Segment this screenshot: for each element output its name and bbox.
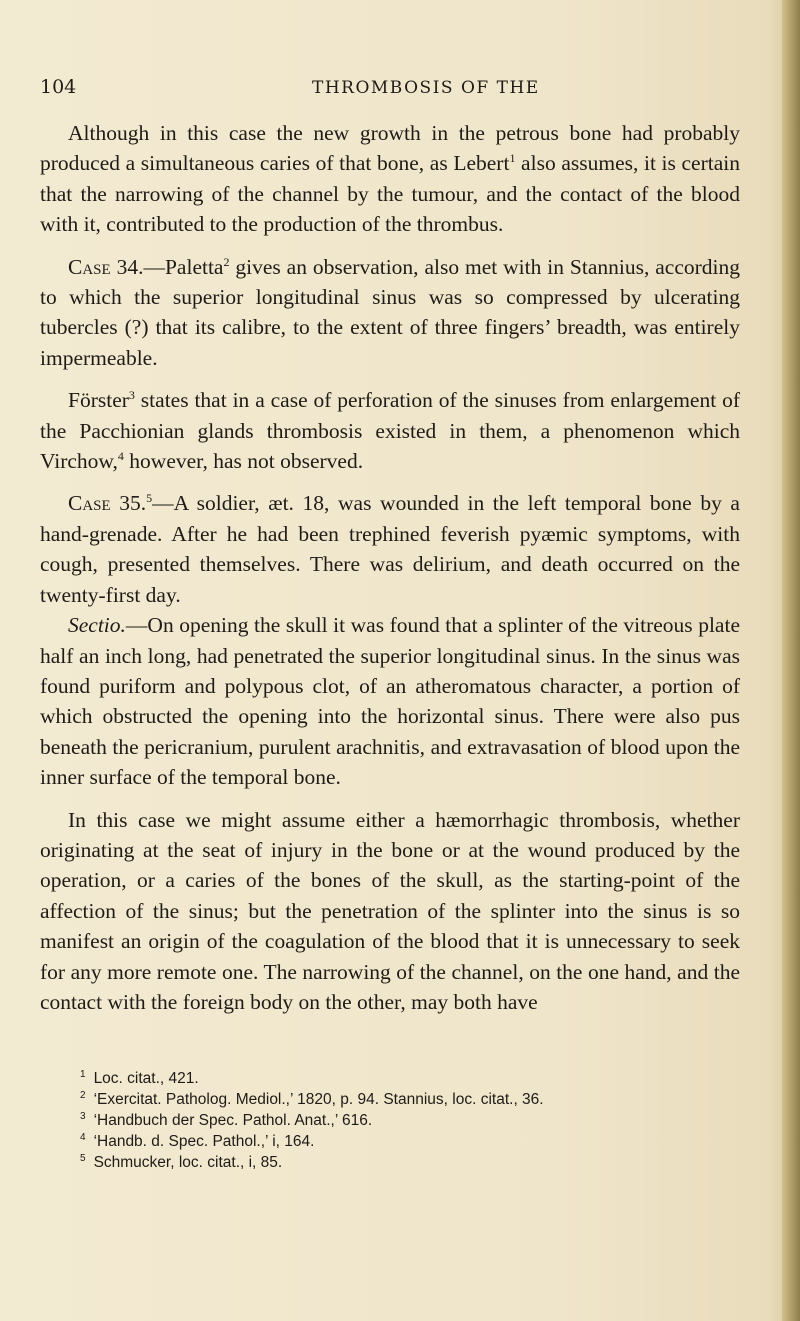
paragraph-case-34: [40, 252, 740, 374]
footnote-ref: 3: [128, 388, 135, 403]
paragraph-text: states that in a case of perforation of the sinuses from enlargement of the Pacchionian glands thrombosis existed in them, a phenomenon which Virchow,: [40, 388, 740, 474]
sectio-heading: Sectio.: [68, 613, 126, 638]
footnote-number: 3: [80, 1111, 86, 1122]
footnote: [80, 1089, 740, 1110]
case-heading: Case 35.: [68, 491, 147, 516]
footnote-text: ‘Handb. d. Spec. Pathol.,’ i, 164.: [93, 1133, 315, 1150]
paragraph-text: —On opening the skull it was found that a splinter of the vitreous plate half an inch long, had penetrated the superior longitudinal sinus. In the sinus was found puriform and polypous clot, of an atheromatous character, a portion of which obstructed the opening into the horizontal sinus. There were also pus beneath the pericranium, purulent arachnitis, and extravasation of blood upon the inner surface of the temporal bone.: [40, 613, 740, 790]
footnote-number: 1: [80, 1069, 86, 1080]
paragraph-case-35: [40, 488, 740, 610]
footnote-text: Loc. citat., 421.: [93, 1070, 199, 1087]
page-header: [40, 76, 740, 104]
paragraph-sectio: [40, 610, 740, 792]
paragraph-text: Förster: [68, 388, 129, 413]
footnote-ref: 5: [146, 491, 153, 506]
paragraph-text: however, has not observed.: [123, 449, 364, 474]
paragraph-text: —A soldier, æt. 18, was wounded in the left temporal bone by a hand-grenade. After he had been trephined feverish pyæmic symptoms, with cough, presented themselves. There was delirium, and death occurred on the twenty-first day.: [40, 491, 740, 607]
footnote-number: 5: [80, 1153, 86, 1164]
footnote: [80, 1110, 740, 1131]
page-edge-shadow: [782, 0, 800, 1321]
paragraph-text: —Paletta: [143, 254, 224, 279]
paragraph-text: also assumes, it is certain that the narrowing of the channel by the tumour, and the contact of the blood with it, contributed to the production of the thrombus.: [40, 151, 740, 237]
footnote-ref: 1: [509, 151, 516, 166]
paragraph-1: [40, 118, 740, 240]
paragraph-text: Although in this case the new growth in the petrous bone had probably produced a simultaneous caries of that bone, as Lebert: [40, 121, 740, 176]
running-title: THROMBOSIS OF THE: [312, 78, 540, 98]
footnote-ref: 2: [223, 254, 230, 269]
paragraph-text: In this case we might assume either a hæmorrhagic thrombosis, whether originating at the seat of injury in the bone or at the wound produced by the operation, or a caries of the bones of the skull, as the starting-point of the affection of the sinus; but the penetration of the splinter into the sinus is so manifest an origin of the coagulation of the blood that it is unnecessary to seek for any more remote one. The narrowing of the channel, on the one hand, and the contact with the foreign body on the other, may both have: [40, 807, 740, 1014]
footnote: [80, 1068, 740, 1089]
paragraph-discussion: [40, 805, 740, 1018]
footnote-text: ‘Handbuch der Spec. Pathol. Anat.,’ 616.: [93, 1112, 373, 1129]
footnote: [80, 1131, 740, 1152]
page-number: 104: [40, 76, 77, 98]
footnotes: [80, 1068, 740, 1173]
footnote-text: Schmucker, loc. citat., i, 85.: [93, 1154, 283, 1171]
footnote-number: 2: [80, 1090, 86, 1101]
paragraph-forster: [40, 385, 740, 476]
footnote-ref: 4: [117, 449, 124, 464]
footnote-number: 4: [80, 1132, 86, 1143]
paragraph-text: gives an observation, also met with in Stannius, according to which the superior longitudinal sinus was so compressed by ulcerating tubercles (?) that its calibre, to the extent of three fingers’ breadth, was entirely impermeable.: [40, 254, 740, 370]
footnote: [80, 1152, 740, 1173]
body-text: [40, 118, 740, 1017]
footnote-text: ‘Exercitat. Patholog. Mediol.,’ 1820, p. 94. Stannius, loc. citat., 36.: [93, 1091, 544, 1108]
case-heading: Case 34.: [68, 254, 144, 279]
